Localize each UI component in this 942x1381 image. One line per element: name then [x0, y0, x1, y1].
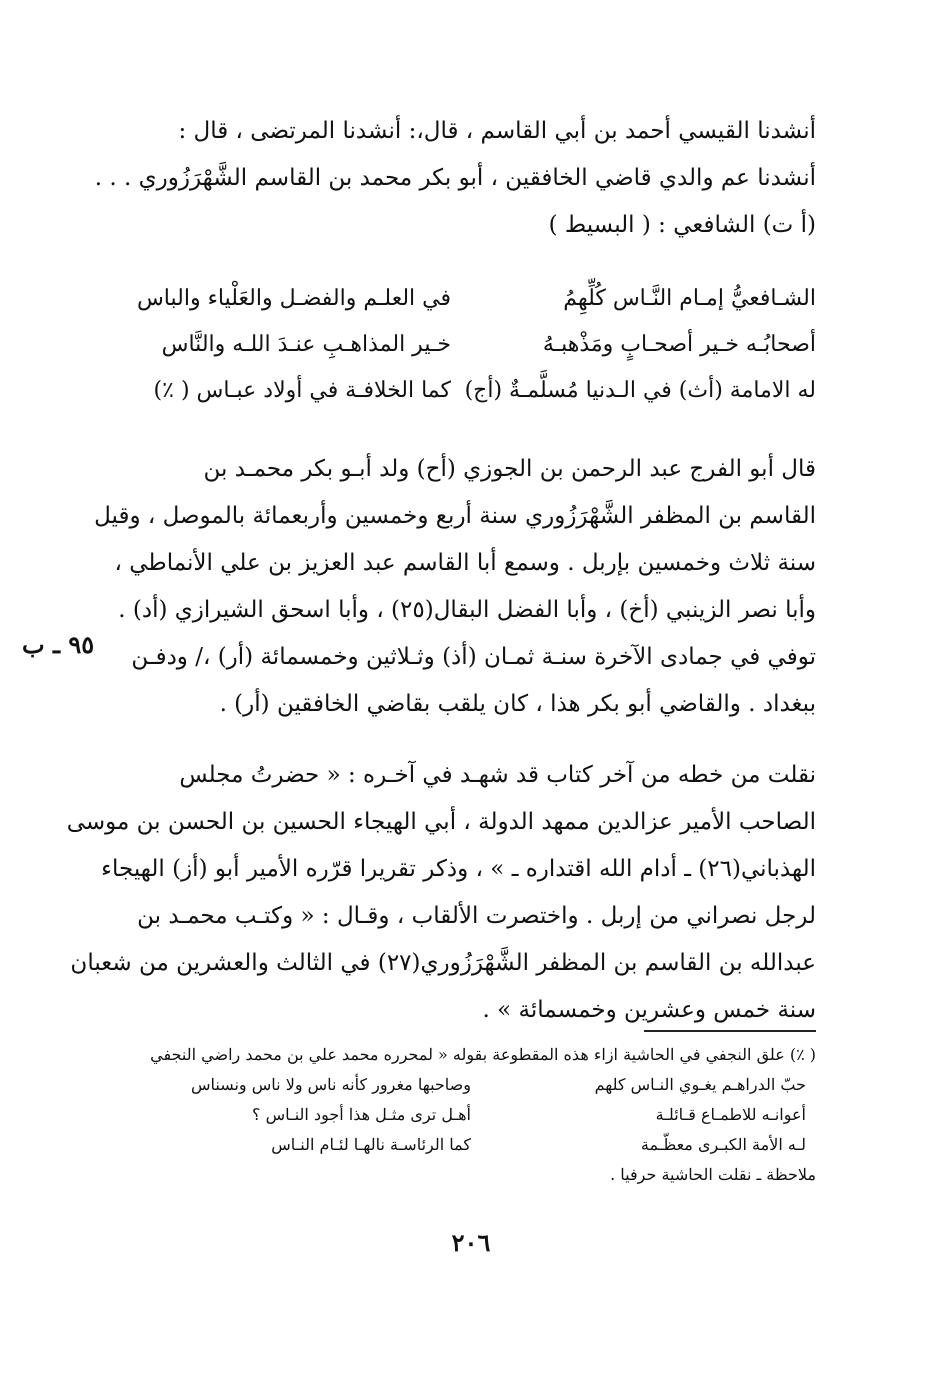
footnote-verse [126, 1100, 816, 1130]
text-line: القاسم بن المظفر الشَّهْرَزُوري سنة أربع وخمسين وأربعمائة بالموصل ، وقيل [94, 503, 816, 529]
text-line: ببغداد . والقاضي أبو بكر هذا ، كان يلقب بقاضي الخافقين (أر) . [219, 691, 816, 717]
text-line: الصاحب الأمير عزالدين ممهد الدولة ، أبي الهيجاء الحسين بن الحسن بن موسى [66, 809, 816, 835]
verse-first-hemistich: أصحابُـه خـير أصحـابٍ ومَذْهبـهُ [542, 332, 816, 357]
text-line: سنة خمس وعشرين وخمسمائة » . [482, 997, 816, 1023]
footnote-second-hemistich: كما الرئاسـة نالهـا لئـام النـاس [271, 1135, 471, 1154]
poem-verse [126, 276, 816, 322]
text-line: أنشدنا عم والدي قاضي الخافقين ، أبو بكر محمد بن القاسم الشَّهْرَزُوري . . . [94, 165, 816, 191]
quotation-paragraph [66, 752, 816, 1034]
text-line: نقلت من خطه من آخر كتاب قد شهـد في آخـره : « حضرتُ مجلس [179, 762, 816, 788]
footnote [126, 1040, 816, 1190]
intro-paragraph [94, 108, 816, 249]
poem-verse [126, 322, 816, 368]
footnote-divider [644, 1030, 816, 1032]
text-line: سنة ثلاث وخمسين بإربل . وسمع أبا القاسم عبد العزيز بن علي الأنماطي ، [114, 550, 816, 576]
page-number: ٢٠٦ [451, 1228, 491, 1257]
manuscript-folio-note: ٩٥ ـ ب [22, 630, 95, 659]
footnote-first-hemistich: أعوانـه للاطمـاع قـائلـة [655, 1105, 806, 1124]
footnote-second-hemistich: أهـل ترى مثـل هذا أجود النـاس ؟ [252, 1105, 471, 1124]
footnote-first-hemistich: لـه الأمة الكبـرى معظّـمة [640, 1135, 806, 1154]
footnote-first-hemistich: حبّ الدراهـم يغـوي النـاس كلهم [594, 1075, 806, 1094]
text-line: توفي في جمادى الآخرة سنـة ثمـان (أذ) وثـلاثين وخمسمائة (أر) ،/ ودفـن [131, 644, 816, 670]
verse-first-hemistich: الشـافعيُّ إمـام النَّـاس كُلِّهِمُ [563, 286, 816, 311]
verse-second-hemistich: خـير المذاهـبِ عنـدَ اللـه والنَّاس [161, 332, 451, 357]
footnote-header: ( ٪) علق النجفي في الحاشية ازاء هذه المقطوعة بقوله « لمحرره محمد علي بن محمد راضي النجفي [150, 1045, 816, 1064]
footnote-verse [126, 1070, 816, 1100]
biography-paragraph [94, 446, 816, 728]
poem [126, 276, 816, 414]
text-line: قال أبو الفرج عبد الرحمن بن الجوزي (أح) ولد أبـو بكر محمـد بن [203, 456, 816, 482]
footnote-second-hemistich: وصاحبها مغرور كأنه ناس ولا ناس ونسناس [190, 1075, 471, 1094]
footnote-verse [126, 1130, 816, 1160]
text-line: عبدالله بن القاسم بن المظفر الشَّهْرَزُوري(٢٧) في الثالث والعشرين من شعبان [70, 950, 816, 976]
text-line: (أ ت) الشافعي : ( البسيط ) [548, 212, 816, 238]
poem-verse [126, 368, 816, 414]
text-line: وأبا نصر الزينبي (أخ) ، وأبا الفضل البقال(٢٥) ، وأبا اسحق الشيرازي (أد) . [118, 597, 816, 623]
verse-first-hemistich: له الامامة (أث) في الـدنيا مُسلَّمـةٌ (أج) [464, 378, 816, 403]
verse-second-hemistich: في العلـم والفضـل والعَلْياء والباس [136, 286, 451, 311]
footnote-closing: ملاحظة ـ نقلت الحاشية حرفيا . [610, 1165, 816, 1184]
verse-second-hemistich: كما الخلافـة في أولاد عبـاس ( ٪) [153, 378, 451, 403]
text-line: الهذباني(٢٦) ـ أدام الله اقتداره ـ » ، وذكر تقريرا قرّره الأمير أبو (أز) الهيجاء [101, 856, 816, 882]
text-line: لرجل نصراني من إربل . واختصرت الألقاب ، وقـال : « وكتـب محمـد بن [137, 903, 816, 929]
text-line: أنشدنا القيسي أحمد بن أبي القاسم ، قال،: أنشدنا المرتضى ، قال : [178, 118, 816, 144]
